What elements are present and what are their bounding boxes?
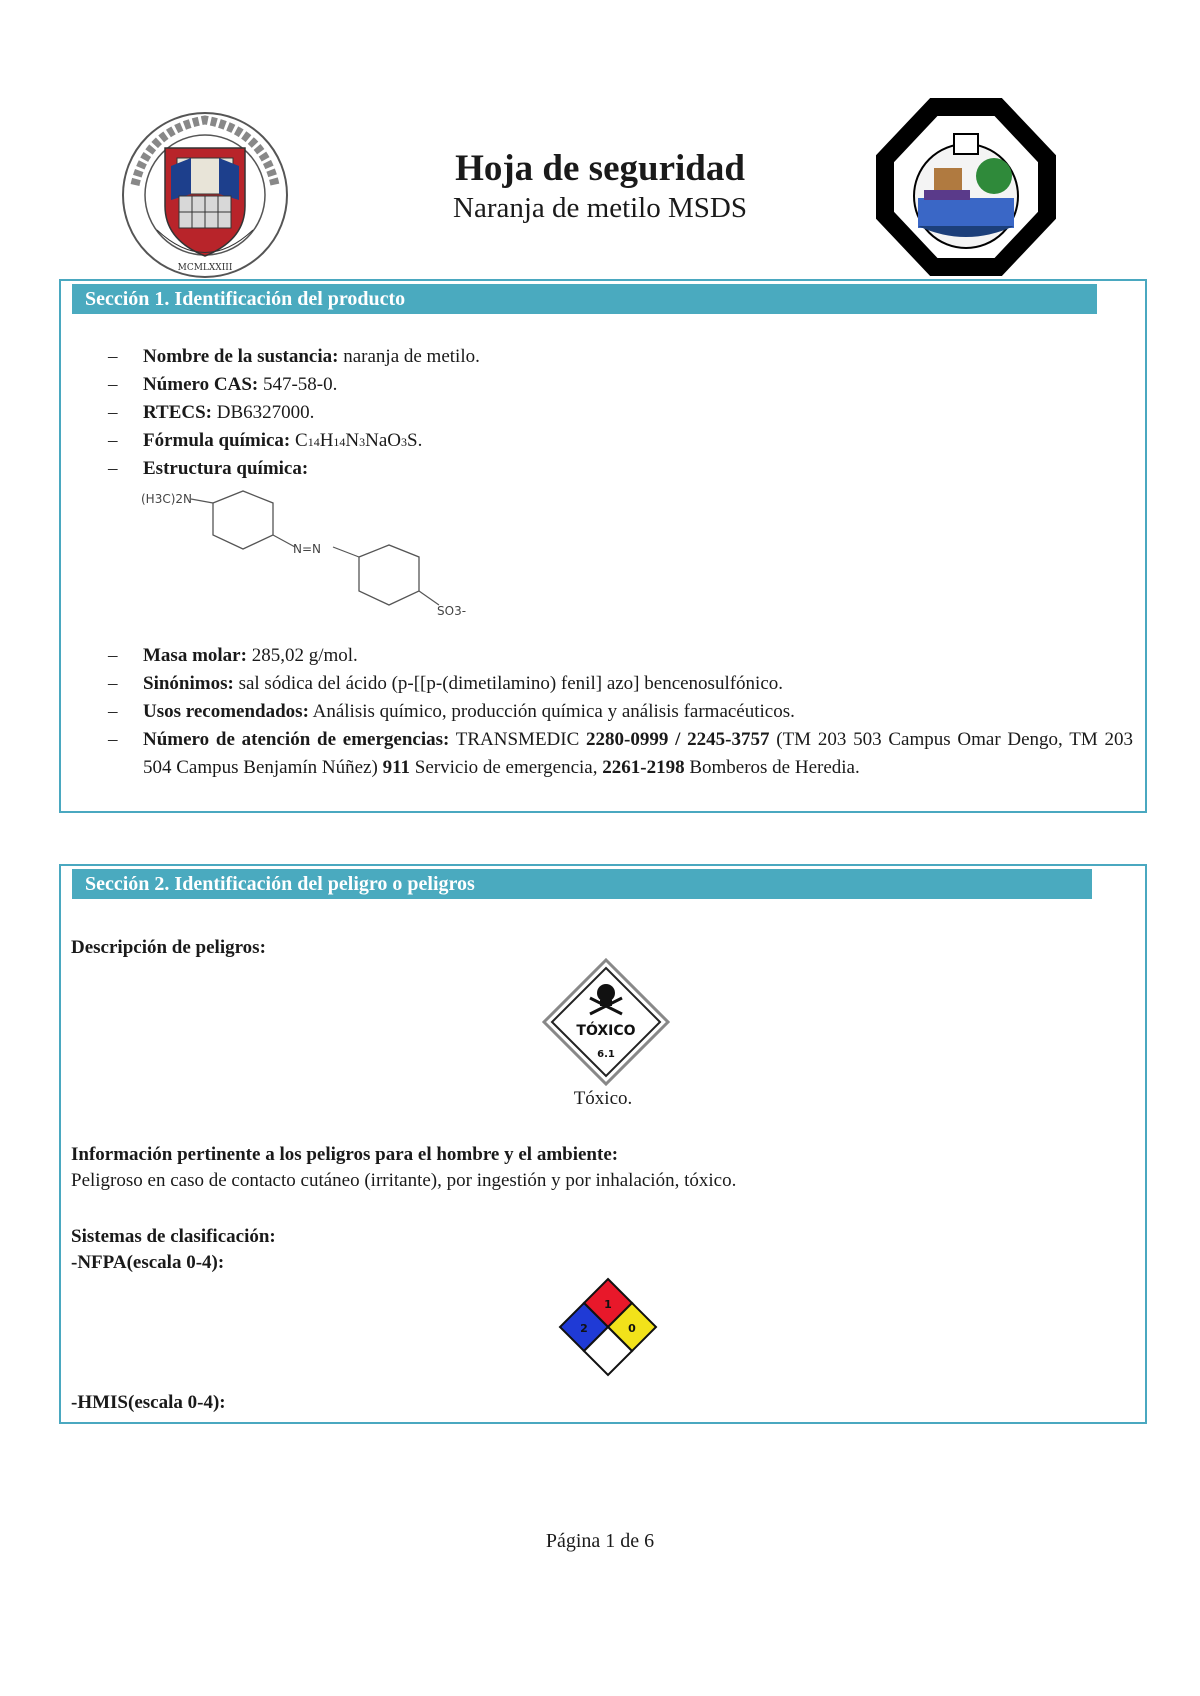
section-2-hazard-identification bbox=[59, 864, 1147, 1424]
page-subtitle: Naranja de metilo MSDS bbox=[453, 192, 747, 224]
list-dash: – bbox=[108, 430, 118, 451]
nfpa-diamond-icon bbox=[558, 1277, 658, 1377]
sulfonate-label: SO3- bbox=[437, 604, 467, 618]
emergency-phone: 2261-2198 bbox=[602, 757, 685, 778]
page-number: Página 1 de 6 bbox=[545, 1530, 655, 1552]
svg-text:MCMLXXIII: MCMLXXIII bbox=[177, 263, 233, 273]
nfpa-flammability-value: 1 bbox=[604, 1298, 612, 1311]
item-label: Número CAS: bbox=[143, 374, 259, 395]
item-value: DB6327000. bbox=[212, 402, 315, 423]
section-1-heading: Sección 1. Identificación del producto bbox=[72, 284, 1097, 314]
nfpa-reactivity-value: 0 bbox=[628, 1322, 636, 1335]
hmis-label: -HMIS(escala 0-4): bbox=[71, 1392, 226, 1413]
item-label: Estructura química: bbox=[143, 458, 309, 479]
list-dash: – bbox=[108, 374, 118, 395]
amine-label: (H3C)2N bbox=[141, 492, 193, 506]
list-dash: – bbox=[108, 701, 118, 722]
emergency-text: TRANSMEDIC bbox=[449, 729, 587, 750]
emergency-text: Servicio de emergencia, bbox=[410, 757, 603, 778]
document-header bbox=[0, 0, 1200, 280]
pictogram-caption: Tóxico. bbox=[573, 1088, 633, 1109]
universidad-nacional-logo-icon bbox=[117, 110, 293, 280]
item-value: 547-58-0. bbox=[258, 374, 338, 395]
pictogram-class: 6.1 bbox=[597, 1049, 615, 1060]
pictogram-text: TÓXICO bbox=[576, 1023, 636, 1039]
hazard-info-label: Información pertinente a los peligros para el hombre y el ambiente: bbox=[71, 1144, 619, 1165]
azo-label: N=N bbox=[293, 542, 322, 556]
list-dash: – bbox=[108, 673, 118, 694]
item-value: sal sódica del ácido (p-[[p-(dimetilamino) fenil] azo] bencenosulfónico. bbox=[233, 673, 784, 694]
toxic-pictogram-icon bbox=[542, 958, 670, 1086]
item-label: Número de atención de emergencias: bbox=[143, 729, 450, 750]
emergency-phone: 2280-0999 / 2245-3757 bbox=[586, 729, 770, 750]
list-dash: – bbox=[108, 729, 118, 750]
hazard-info-text: Peligroso en caso de contacto cutáneo (irritante), por ingestión y por inhalación, tóxico. bbox=[71, 1170, 737, 1191]
nfpa-health-value: 2 bbox=[580, 1322, 588, 1335]
list-dash: – bbox=[108, 645, 118, 666]
emergency-text: Bomberos de Heredia. bbox=[684, 757, 860, 778]
item-label: Usos recomendados: bbox=[143, 701, 309, 722]
list-dash: – bbox=[108, 402, 118, 423]
item-label: Nombre de la sustancia: bbox=[143, 346, 339, 367]
list-dash: – bbox=[108, 458, 118, 479]
item-label: Fórmula química: bbox=[143, 430, 291, 451]
item-label: Masa molar: bbox=[143, 645, 247, 666]
item-label: RTECS: bbox=[143, 402, 213, 423]
section-2-heading: Sección 2. Identificación del peligro o peligros bbox=[72, 869, 1092, 899]
item-value: 285,02 g/mol. bbox=[246, 645, 358, 666]
item-value: Análisis químico, producción química y análisis farmacéuticos. bbox=[308, 701, 795, 722]
escuela-quimica-logo-icon bbox=[876, 98, 1056, 276]
item-label: Sinónimos: bbox=[143, 673, 234, 694]
section-1-product-identification bbox=[59, 279, 1147, 813]
emergency-phone: 911 bbox=[382, 757, 411, 778]
classification-label: Sistemas de clasificación: bbox=[71, 1226, 276, 1247]
formula-value: C14H14N3NaO3S. bbox=[295, 430, 423, 451]
methyl-orange-structure-diagram bbox=[133, 487, 483, 627]
list-dash: – bbox=[108, 346, 118, 367]
nfpa-label: -NFPA(escala 0-4): bbox=[71, 1252, 225, 1273]
page-title: Hoja de seguridad bbox=[455, 148, 745, 189]
item-value: naranja de metilo. bbox=[338, 346, 480, 367]
emergency-text: (TM 203 503 Campus Omar Dengo, TM 203 504 Campus Benjamín Núñez) bbox=[143, 729, 1133, 778]
hazard-description-label: Descripción de peligros: bbox=[71, 937, 266, 958]
